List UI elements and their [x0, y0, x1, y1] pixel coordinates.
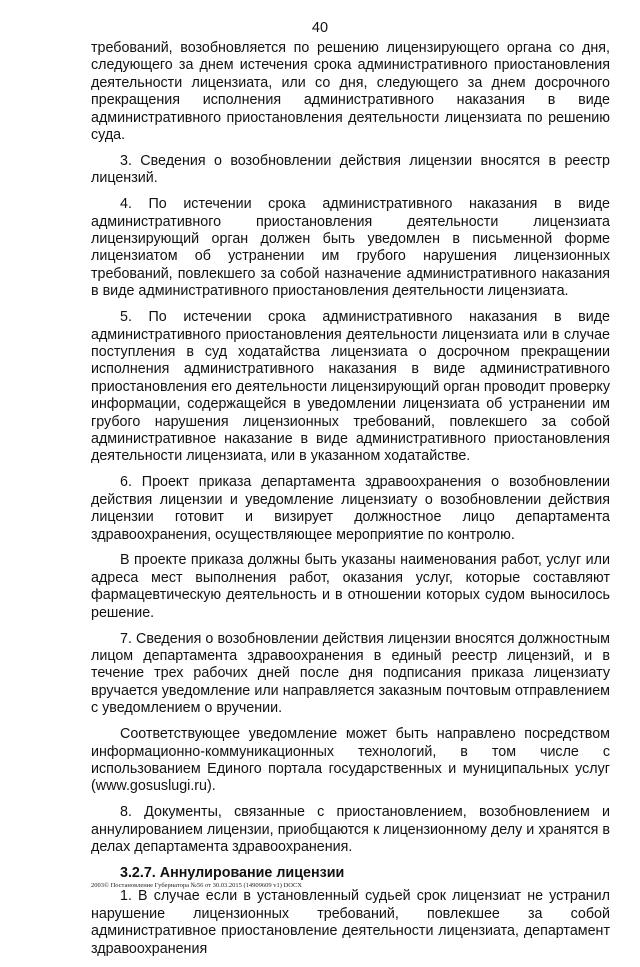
- paragraph: 3. Сведения о возобновлении действия лицензии вносятся в реестр лицензий.: [91, 152, 610, 187]
- paragraph: В проекте приказа должны быть указаны наименования работ, услуг или адреса мест выполнения работ, оказания услуг, которые составляют фармацевтическую деятельность и в отношении которых судом выносилось решение.: [91, 552, 610, 621]
- paragraph: 5. По истечении срока административного наказания в виде административного приостановления деятельности лицензиата или в случае поступления в суд ходатайства лицензиата о досрочном прекращении исполнения административного наказания в виде административного приостановления его деятельности лицензирующий орган проводит проверку информации, содержащейся в уведомлении лицензиата об устранении им грубого нарушения лицензионных требований, повлекшего за собой административное наказание в виде административного приостановления деятельности лицензиата, или в указанном ходатайстве.: [91, 309, 610, 465]
- paragraph: 8. Документы, связанные с приостановлением, возобновлением и аннулированием лицензии, приобщаются к лицензионному делу и хранятся в делах департамента здравоохранения.: [91, 804, 610, 856]
- paragraph: 4. По истечении срока административного наказания в виде административного приостановления деятельности лицензиата лицензирующий орган должен быть уведомлен в письменной форме лицензиатом об устранении им грубого нарушения лицензионных требований, повлекшего за собой назначение административного наказания в виде административного приостановления деятельности лицензиата.: [91, 196, 610, 300]
- paragraph: требований, возобновляется по решению лицензирующего органа со дня, следующего за днем истечения срока административного приостановления деятельности лицензиата, или со дня, следующего за днем досрочного прекращения исполнения административного наказания в виде административного приостановления деятельности лицензиата по решению суда.: [91, 40, 610, 144]
- section-heading: 3.2.7. Аннулирование лицензии: [120, 864, 345, 881]
- paragraph: Соответствующее уведомление может быть направлено посредством информационно-коммуникационных технологий, в том числе с использованием Единого портала государственных и муниципальных услуг (www.gosuslugi.ru).: [91, 726, 610, 795]
- document-footer: 2003© Постановление Губернатора №56 от 30.03.2015 (14909609 v1) DOCX: [91, 882, 302, 889]
- document-body: [91, 40, 610, 967]
- paragraph: 6. Проект приказа департамента здравоохранения о возобновлении действия лицензии и уведомление лицензиату о возобновлении действия лицензии готовит и визирует должностное лицо департамента здравоохранения, осуществляющее мероприятие по контролю.: [91, 474, 610, 543]
- paragraph: 7. Сведения о возобновлении действия лицензии вносятся должностным лицом департамента здравоохранения в единый реестр лицензий, и в течение трех рабочих дней после дня подписания приказа лицензиату вручается уведомление или направляется заказным почтовым отправлением с уведомлением о вручении.: [91, 630, 610, 717]
- page-number: 40: [311, 20, 329, 36]
- paragraph: 1. В случае если в установленный судьей срок лицензиат не устранил нарушение лицензионных требований, повлекшее за собой административное приостановление деятельности лицензиата, департамент здравоохранения: [91, 888, 610, 957]
